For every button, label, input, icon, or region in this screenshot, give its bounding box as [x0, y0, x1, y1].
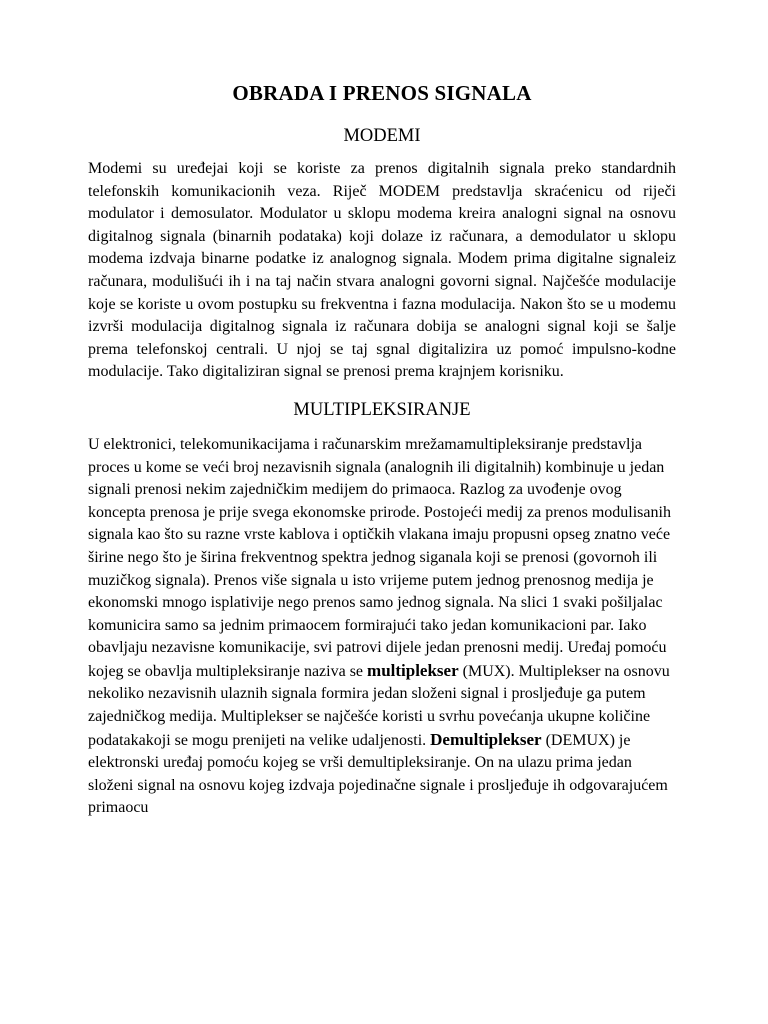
document-title: OBRADA I PRENOS SIGNALA — [232, 81, 532, 105]
paragraph-text-part2: (MUX). Multiplekser na osnovu nekoliko nezavisnih ulaznih signala formira jedan složeni signal i prosljeđuje ga putem zajedničkog medija. Multiplekser se najčešće koristi u svrhu povećanja ukupne količine podatakakoji se mogu prenijeti na velike udaljenosti. — [88, 662, 670, 749]
section-heading-modemi: MODEMI — [343, 126, 421, 146]
section-heading-multipleksiranje: MULTIPLEKSIRANJE — [293, 399, 471, 420]
paragraph-text-part1: U elektronici, telekomunikacijama i računarskim mrežamamultipleksiranje predstavlja proces u kome se veći broj nezavisnih signala (analognih ili digitalnih) kombinuje u jedan signali prenosi nekim zajedničkim medijem do primaoca. Razlog za uvođenje ovog koncepta prenosa je prije svega ekonomske prirode. Postojeći medij za prenos modulisanih signala kao što su razne vrste kablova i optičkih vlakana imaju propusni opseg znatno veće širine nego što je širina frekventnog spektra jednog siganala koji se prenosi (govornoh ili muzičkog signala). Prenos više signala u isto vrijeme putem jednog prenosnog medija je ekonomski mnogo isplativije nego prenos samo jednog signala. Na slici 1 svaki pošiljalac komunicira samo sa jednim primaocem formirajući tako jedan komunikacioni par. Iako obavljaju nezavisne komunikacije, svi patrovi dijele jedan prenosni medij. Uređaj pomoću kojeg se obavlja multipleksiranje naziva se — [88, 435, 671, 680]
document-page — [88, 80, 676, 820]
paragraph-text-part3: (DEMUX) je elektronski uređaj pomoću kojeg se vrši demultipleksiranje. On na ulazu prima jedan složeni signal na osnovu kojeg izdvaja pojedinačne signale i prosljeđuje ih odgovarajućem primaocu — [88, 731, 668, 817]
term-demultiplekser: Demultiplekser — [430, 729, 542, 749]
paragraph-multipleksiranje — [88, 434, 676, 820]
term-multiplekser: multiplekser — [367, 660, 459, 680]
paragraph-modemi: Modemi su uređejai koji se koriste za prenos digitalnih signala preko standardnih telefonskih komunikacionih veza. Riječ MODEM predstavlja skraćenicu od riječi modulator i demosulator. Modulator u sklopu modema kreira analogni signal na osnovu digitalnog signala (binarnih podataka) koji dolaze iz računara, a demodulator u sklopu modema izdvaja binarne podatke iz analognog signala. Modem prima digitalne signaleiz računara, modulišući ih i na taj način stvara analogni govorni signal. Najčešće modulacije koje se koriste u ovom postupku su frekventna i fazna modulacija. Nakon što se u modemu izvrši modulacija digitalnog signala iz računara dobija se analogni signal koji se šalje prema telefonskoj centrali. U njoj se taj sgnal digitalizira uz pomoć impulsno-kodne modulacije. Tako digitaliziran signal se prenosi prema krajnjem korisniku. — [88, 160, 676, 381]
